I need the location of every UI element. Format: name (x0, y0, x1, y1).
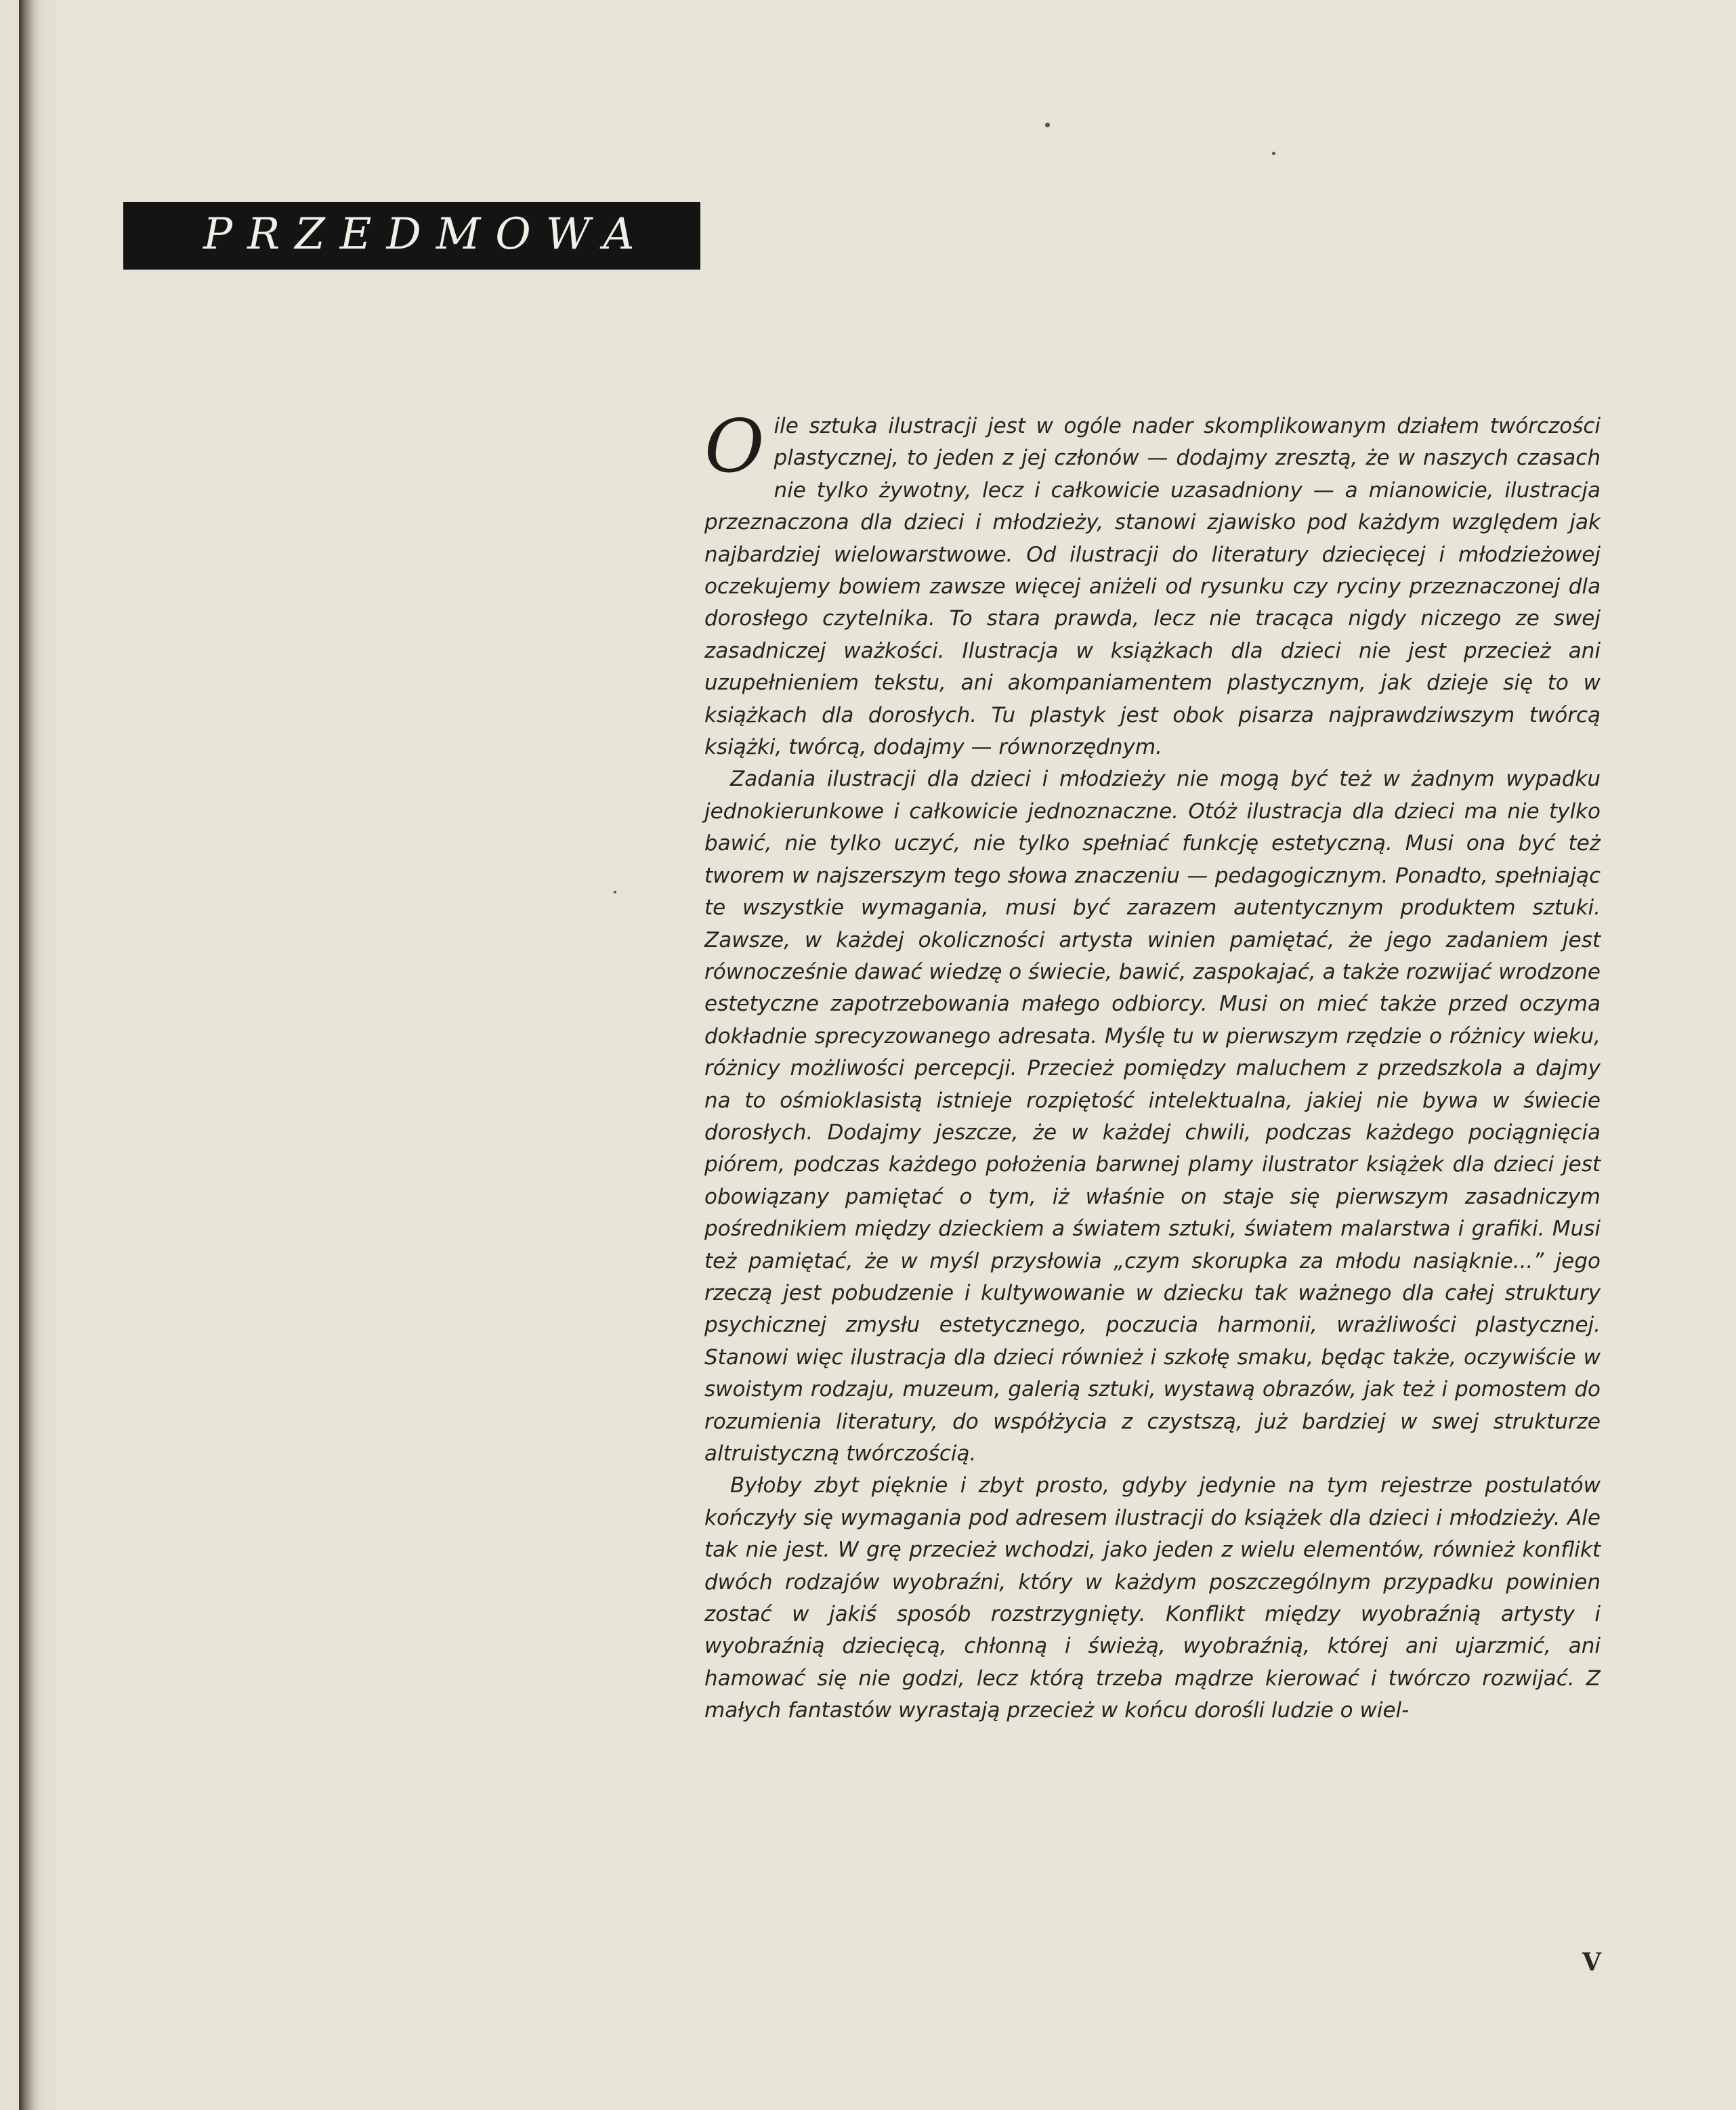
page-title: PRZEDMOWA (203, 209, 650, 259)
paragraph: Zadania ilustracji dla dzieci i młodzieży nie mogą być też w żadnym wypadku jednokierunkowe i całkowicie jednoznaczne. Otóż ilustracja dla dzieci ma nie tylko bawić, nie tylko uczyć, nie tylko spełniać funkcję estetyczną. Musi ona być też tworem w najszerszym tego słowa znaczeniu — pedagogicznym. Ponadto, spełniając te wszystkie wymagania, musi być zarazem autentycznym produktem sztuki. Zawsze, w każdej okoliczności artysta winien pamiętać, że jego zadaniem jest równocześnie dawać wiedzę o świecie, bawić, zaspokajać, a także rozwijać wrodzone estetyczne zapotrzebowania małego odbiorcy. Musi on mieć także przed oczyma dokładnie sprecyzowanego adresata. Myślę tu w pierwszym rzędzie o różnicy wieku, różnicy możliwości percepcji. Przecież pomiędzy maluchem z przedszkola a dajmy na to ośmioklasistą istnieje rozpiętość intelektualna, jakiej nie bywa w świecie dorosłych. Dodajmy jeszcze, że w każdej chwili, podczas każdego pociągnięcia piórem, podczas każdego położenia barwnej plamy ilustrator książek dla dzieci jest obowiązany pamiętać o tym, iż właśnie on staje się pierwszym zasadniczym pośrednikiem między dzieckiem a światem sztuki, światem malarstwa i grafiki. Musi też pamiętać, że w myśl przysłowia „czym skorupka za młodu nasiąknie...” jego rzeczą jest pobudzenie i kultywowanie w dziecku tak ważnego dla całej struktury psychicznej zmysłu estetycznego, poczucia harmonii, wrażliwości plastycznej. Stanowi więc ilustracja dla dzieci również i szkołę smaku, będąc także, oczywiście w swoistym rodzaju, muzeum, galerią sztuki, wystawą obrazów, jak też i pomostem do rozumienia literatury, do współżycia z czystszą, już bardziej w swej strukturze altruistyczną twórczością. (704, 767, 1601, 1466)
paper-speck (614, 891, 616, 893)
paragraph: Byłoby zbyt pięknie i zbyt prosto, gdyby jedynie na tym rejestrze postulatów kończyły się wymagania pod adresem ilustracji do książek dla dzieci i młodzieży. Ale tak nie jest. W grę przecież wchodzi, jako jeden z wielu elementów, również konflikt dwóch rodzajów wyobraźni, który w każdym poszczególnym przypadku powinien zostać w jakiś sposób rozstrzygnięty. Konflikt między wyobraźnią artysty i wyobraźnią dziecięcą, chłonną i świeżą, wyobraźnią, której ani ujarzmić, ani hamować się nie godzi, lecz którą trzeba mądrze kierować i twórczo rozwijać. Z małych fantastów wyrastają przecież w końcu dorośli ludzie o wiel- (704, 1473, 1601, 1723)
paragraph (704, 404, 1601, 763)
page-number: V (1582, 1948, 1601, 1977)
book-spine (19, 0, 39, 2110)
paragraph-text: ile sztuka ilustracji jest w ogóle nader skomplikowanym działem twórczości plastycznej, to jeden z jej członów — dodajmy zresztą, że w naszych czasach nie tylko żywotny, lecz i całkowicie uzasadniony — a mianowicie, ilustracja przeznaczona dla dzieci i młodzieży, stanowi zjawisko pod każdym względem jak najbardziej wielowarstwowe. Od ilustracji do literatury dziecięcej i młodzieżowej oczekujemy bowiem zawsze więcej aniżeli od rysunku czy ryciny przeznaczonej dla dorosłego czytelnika. To stara prawda, lecz nie tracąca nigdy niczego ze swej zasadniczej ważkości. Ilustracja w książkach dla dzieci nie jest przecież ani uzupełnieniem tekstu, ani akompaniamentem plastycznym, jak dzieje się to w książkach dla dorosłych. Tu plastyk jest obok pisarza najprawdziwszym twórcą książki, twórcą, dodajmy — równorzędnym. (704, 414, 1601, 760)
paper-speck (1272, 152, 1275, 155)
paper-speck (1045, 123, 1050, 127)
drop-cap: O (704, 404, 765, 489)
preface-text (704, 404, 1601, 1727)
